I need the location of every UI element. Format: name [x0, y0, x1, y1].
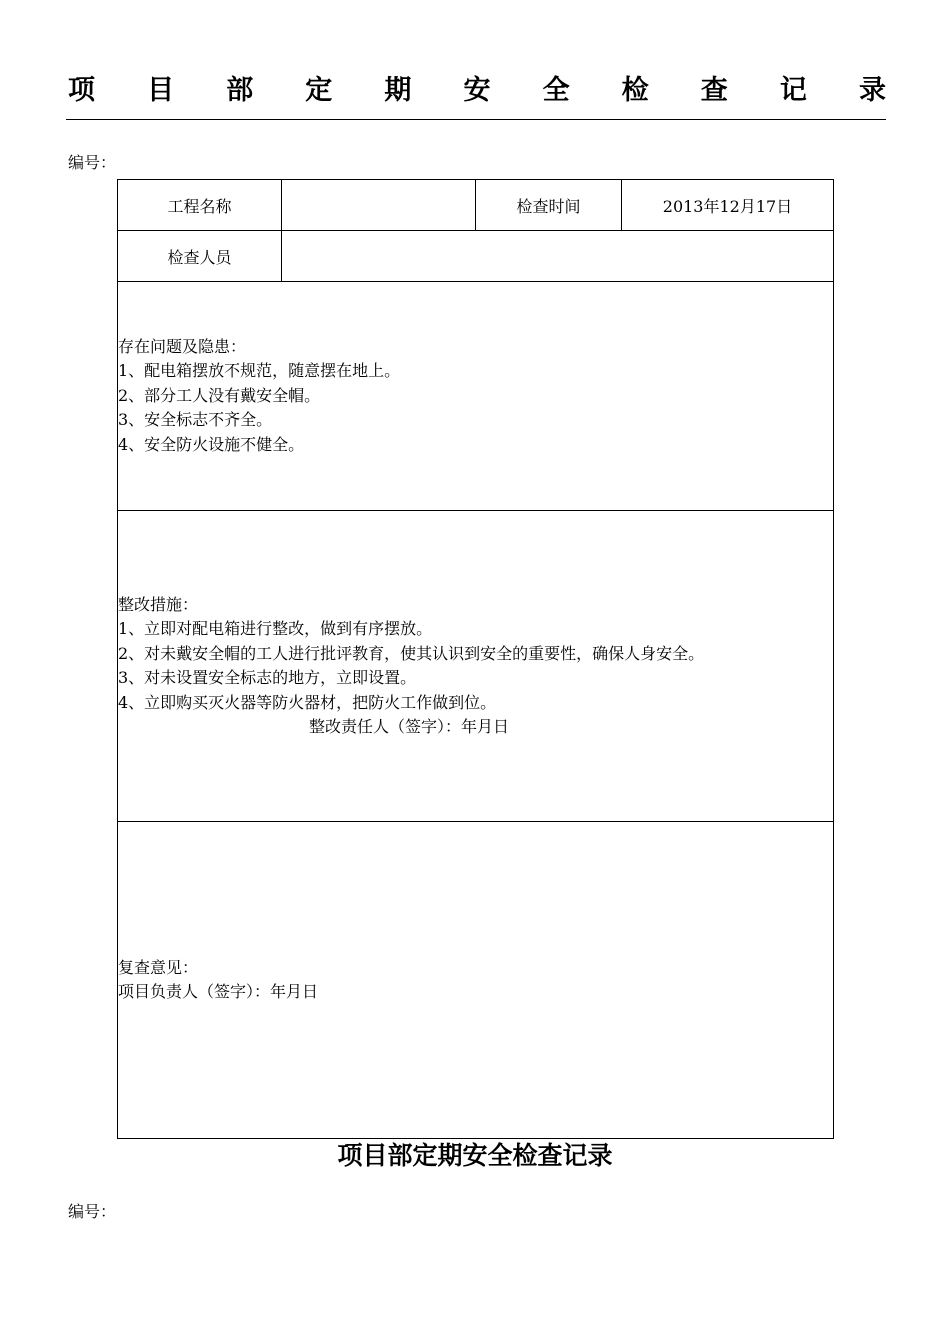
- check-time-field[interactable]: 2013年12月17日: [622, 180, 834, 231]
- title-char: 查: [700, 74, 728, 106]
- inspectors-field[interactable]: [282, 231, 834, 282]
- problem-item: 1、配电箱摆放不规范，随意摆在地上。: [118, 361, 401, 381]
- rectification-row: [118, 511, 834, 822]
- problems-row: [118, 282, 834, 511]
- rectification-item: 1、立即对配电箱进行整改，做到有序摆放。: [118, 619, 433, 638]
- page-title: [68, 62, 886, 112]
- inspectors-row: [118, 231, 834, 282]
- rectification-item: 4、立即购买灭火器等防火器材，把防火工作做到位。: [118, 692, 497, 712]
- title-char: 录: [858, 74, 886, 106]
- title-char: 安: [463, 74, 491, 106]
- inspection-form-table: [117, 179, 834, 1139]
- title-char: 记: [779, 74, 807, 106]
- problems-section[interactable]: [118, 282, 834, 511]
- review-section[interactable]: [118, 822, 834, 1139]
- problem-item: 3、安全标志不齐全。: [118, 410, 273, 430]
- problem-item: 4、安全防火设施不健全。: [118, 434, 305, 454]
- title-char: 部: [226, 74, 254, 106]
- project-info-row: [118, 180, 834, 231]
- review-row: [118, 822, 834, 1139]
- serial-number-label-2: 编号：: [68, 1202, 117, 1221]
- rectification-section[interactable]: [118, 511, 834, 822]
- title-char: 目: [147, 74, 175, 106]
- review-signature: 项目负责人（签字）：年月日: [118, 982, 319, 1001]
- check-time-label: 检查时间: [476, 180, 622, 231]
- repeat-page-title: 项目部定期安全检查记录: [337, 1141, 613, 1170]
- inspectors-label: 检查人员: [118, 231, 282, 282]
- serial-number-label: 编号：: [68, 153, 117, 172]
- problem-item: 2、部分工人没有戴安全帽。: [118, 385, 321, 405]
- problems-heading: 存在问题及隐患：: [118, 336, 247, 356]
- title-char: 定: [305, 74, 333, 106]
- project-name-label: 工程名称: [118, 180, 282, 231]
- rectification-item: 3、对未设置安全标志的地方，立即设置。: [118, 668, 417, 687]
- title-char: 项: [68, 74, 95, 106]
- review-heading: 复查意见：: [118, 957, 199, 977]
- title-char: 期: [384, 74, 412, 106]
- rectification-item: 2、对未戴安全帽的工人进行批评教育，使其认识到安全的重要性，确保人身安全。: [118, 643, 705, 663]
- rectification-signature: 整改责任人（签字）：年月日: [309, 717, 510, 736]
- title-char: 检: [621, 74, 649, 106]
- title-divider: [66, 119, 886, 120]
- title-char: 全: [542, 74, 570, 106]
- rectification-heading: 整改措施：: [118, 594, 199, 614]
- project-name-field[interactable]: [282, 180, 476, 231]
